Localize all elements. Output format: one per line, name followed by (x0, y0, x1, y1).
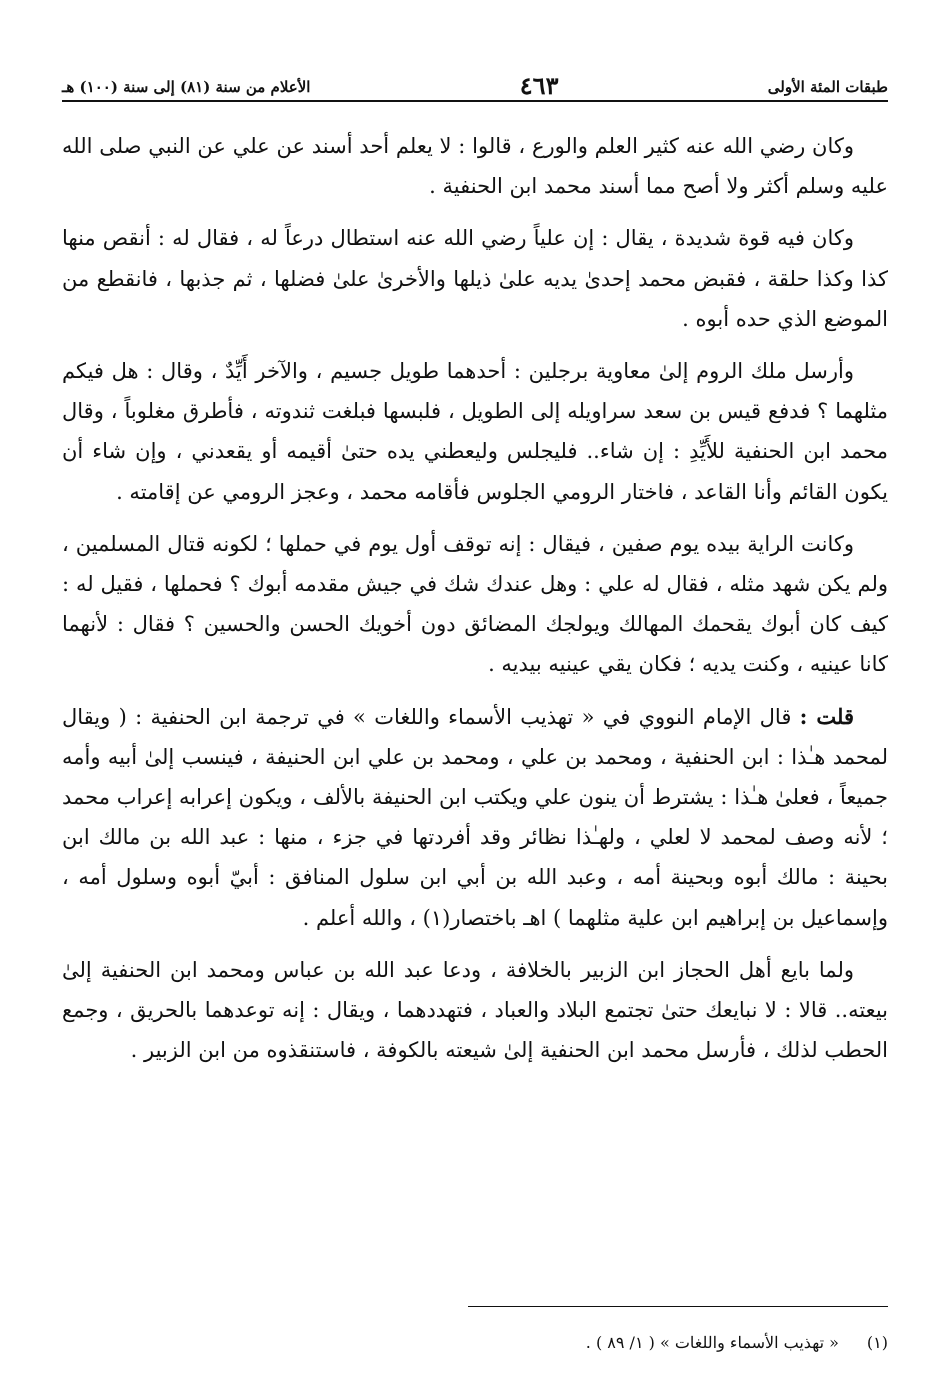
paragraph-byzantine-men: وأرسل ملك الروم إلىٰ معاوية برجلين : أحدهما طويل جسيم ، والآخر أَيِّدٌ ، وقال : هل فيكم مثلهما ؟ فدفع قيس بن سعد سراويله إلى الطويل ، فلبسها فبلغت ثندوته ، فأطرق مغلوباً ، وقال محمد ابن الحنفية للأَيِّدِ : إن شاء.. فليجلس وليعطني يده حتىٰ أقيمه أو يقعدني ، وإن شاء أن يكون القائم وأنا القاعد ، فاختار الرومي الجلوس فأقامه محمد ، وعجز الرومي عن إقامته . (62, 359, 888, 504)
note-lead: قلت : (799, 703, 854, 729)
header-section-title: طبقات المئة الأولى (767, 78, 888, 96)
footnote-number: (١) (866, 1333, 888, 1352)
footnote-divider (468, 1306, 888, 1307)
header-year-range: الأعلام من سنة (٨١) إلى سنة (١٠٠) هـ (62, 78, 311, 96)
paragraph-ibn-zubayr: ولما بايع أهل الحجاز ابن الزبير بالخلافة ، ودعا عبد الله بن عباس ومحمد ابن الحنفية إلىٰ بيعته.. قالا : لا نبايعك حتىٰ تجتمع البلاد والعباد ، فتهددهما ، ويقال : إنه توعدهما بالحريق ، وجمع الحطب لذلك ، فأرسل محمد ابن الحنفية إلىٰ شيعته بالكوفة ، فاستنقذوه من ابن الزبير . (62, 957, 888, 1063)
paragraph-siffin-banner: وكانت الراية بيده يوم صفين ، فيقال : إنه توقف أول يوم في حملها ؛ لكونه قتال المسلمين ، ولم يكن شهد مثله ، فقال له علي : وهل عندك شك في جيش مقدمه أبوك ؟ فحملها ، فقيل له : كيف كان أبوك يقحمك المهالك ويولجك المضائق دون أخويك الحسن والحسين ؟ فقال : لأنهما كانا عينيه ، وكنت يديه ؛ فكان يقي عينيه بيديه . (62, 531, 888, 677)
running-header (62, 68, 888, 102)
paragraph-knowledge: وكان رضي الله عنه كثير العلم والورع ، قالوا : لا يعلم أحد أسند عن علي عن النبي صلى الله عليه وسلم أكثر ولا أصح مما أسند محمد ابن الحنفية . (62, 134, 888, 199)
footnote-text: « تهذيب الأسماء واللغات » ( ١/ ٨٩ ) . (585, 1333, 839, 1352)
main-text (62, 126, 888, 1082)
paragraph-strength: وكان فيه قوة شديدة ، يقال : إن علياً رضي الله عنه استطال درعاً له ، فقال له : أنقص منها كذا وكذا حلقة ، فقبض محمد إحدىٰ يديه علىٰ ذيلها والأخرىٰ علىٰ فضلها ، ثم جذبها ، فانقطع من الموضع الذي حده أبوه . (62, 226, 888, 331)
page-number: ٤٦٣ (519, 71, 559, 100)
footnote (62, 1330, 888, 1356)
paragraph-nawawi-note (62, 697, 888, 938)
note-text: قال الإمام النووي في « تهذيب الأسماء واللغات » في ترجمة ابن الحنفية : ( ويقال لمحمد هـٰذا : ابن الحنفية ، ومحمد بن علي ، ومحمد بن علي ابن الحنيفة ، فينسب إلىٰ أبيه وأمه جميعاً ، فعلىٰ هـٰذا : يشترط أن ينون علي ويكتب ابن الحنيفة بالألف ، ويكون إعرابه إعراب محمد ؛ لأنه وصف لمحمد لا لعلي ، ولهـٰذا نظائر وقد أفردتها في جزء ، منها : عبد الله بن مالك ابن بحينة : مالك أبوه وبحينة أمه ، وعبد الله بن أبي ابن سلول المنافق : أبيّ أبوه وسلول أمه ، وإسماعيل بن إبراهيم ابن علية مثلهما ) اهـ باختصار(١) ، والله أعلم . (62, 704, 888, 930)
